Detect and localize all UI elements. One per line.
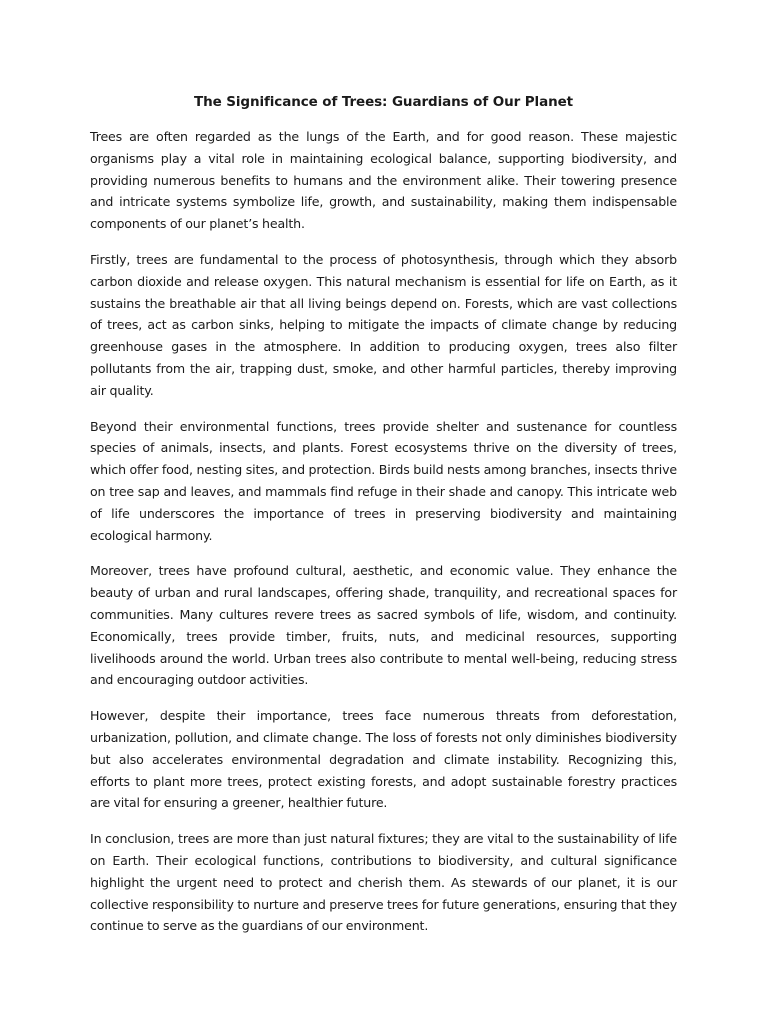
paragraph-biodiversity: Beyond their environmental functions, trees provide shelter and sustenance for countless species of animals, insects, and plants. Forest ecosystems thrive on the diversity of trees, which offer food, nesting sites, and protection. Birds build nests among branches, insects thrive on tree sap and leaves, and mammals find refuge in their shade and canopy. This intricate web of life underscores the importance of trees in preserving biodiversity and maintaining ecological harmony.: [90, 418, 677, 543]
paragraph-photosynthesis: Firstly, trees are fundamental to the process of photosynthesis, through which they absorb carbon dioxide and release oxygen. This natural mechanism is essential for life on Earth, as it sustains the breathable air that all living beings depend on. Forests, which are vast collections of trees, act as carbon sinks, helping to mitigate the impacts of climate change by reducing greenhouse gases in the atmosphere. In addition to producing oxygen, trees also filter pollutants from the air, trapping dust, smoke, and other harmful particles, thereby improving air quality.: [90, 251, 677, 398]
paragraph-conclusion: In conclusion, trees are more than just natural fixtures; they are vital to the sustainability of life on Earth. Their ecological functions, contributions to biodiversity, and cultural significance highlight the urgent need to protect and cherish them. As stewards of our planet, it is our collective responsibility to nurture and preserve trees for future generations, ensuring that they continue to serve as the guardians of our environment.: [90, 831, 677, 934]
paragraph-threats: However, despite their importance, trees face numerous threats from deforestation, urbanization, pollution, and climate change. The loss of forests not only diminishes biodiversity but also accelerates environmental degradation and climate instability. Recognizing this, efforts to plant more trees, protect existing forests, and adopt sustainable forestry practices are vital for ensuring a greener, healthier future.: [90, 708, 677, 811]
document-title: The Significance of Trees: Guardians of Our Planet: [193, 94, 574, 110]
paragraph-introduction: Trees are often regarded as the lungs of the Earth, and for good reason. These majestic organisms play a vital role in maintaining ecological balance, supporting biodiversity, and providing numerous benefits to humans and the environment alike. Their towering presence and intricate systems symbolize life, growth, and sustainability, making them indispensable components of our planet’s health.: [90, 129, 677, 232]
paragraph-cultural-value: Moreover, trees have profound cultural, aesthetic, and economic value. They enhance the beauty of urban and rural landscapes, offering shade, tranquility, and recreational spaces for communities. Many cultures revere trees as sacred symbols of life, wisdom, and continuity. Economically, trees provide timber, fruits, nuts, and medicinal resources, supporting livelihoods around the world. Urban trees also contribute to mental well-being, reducing stress and encouraging outdoor activities.: [90, 563, 677, 688]
document-body: [90, 92, 677, 951]
